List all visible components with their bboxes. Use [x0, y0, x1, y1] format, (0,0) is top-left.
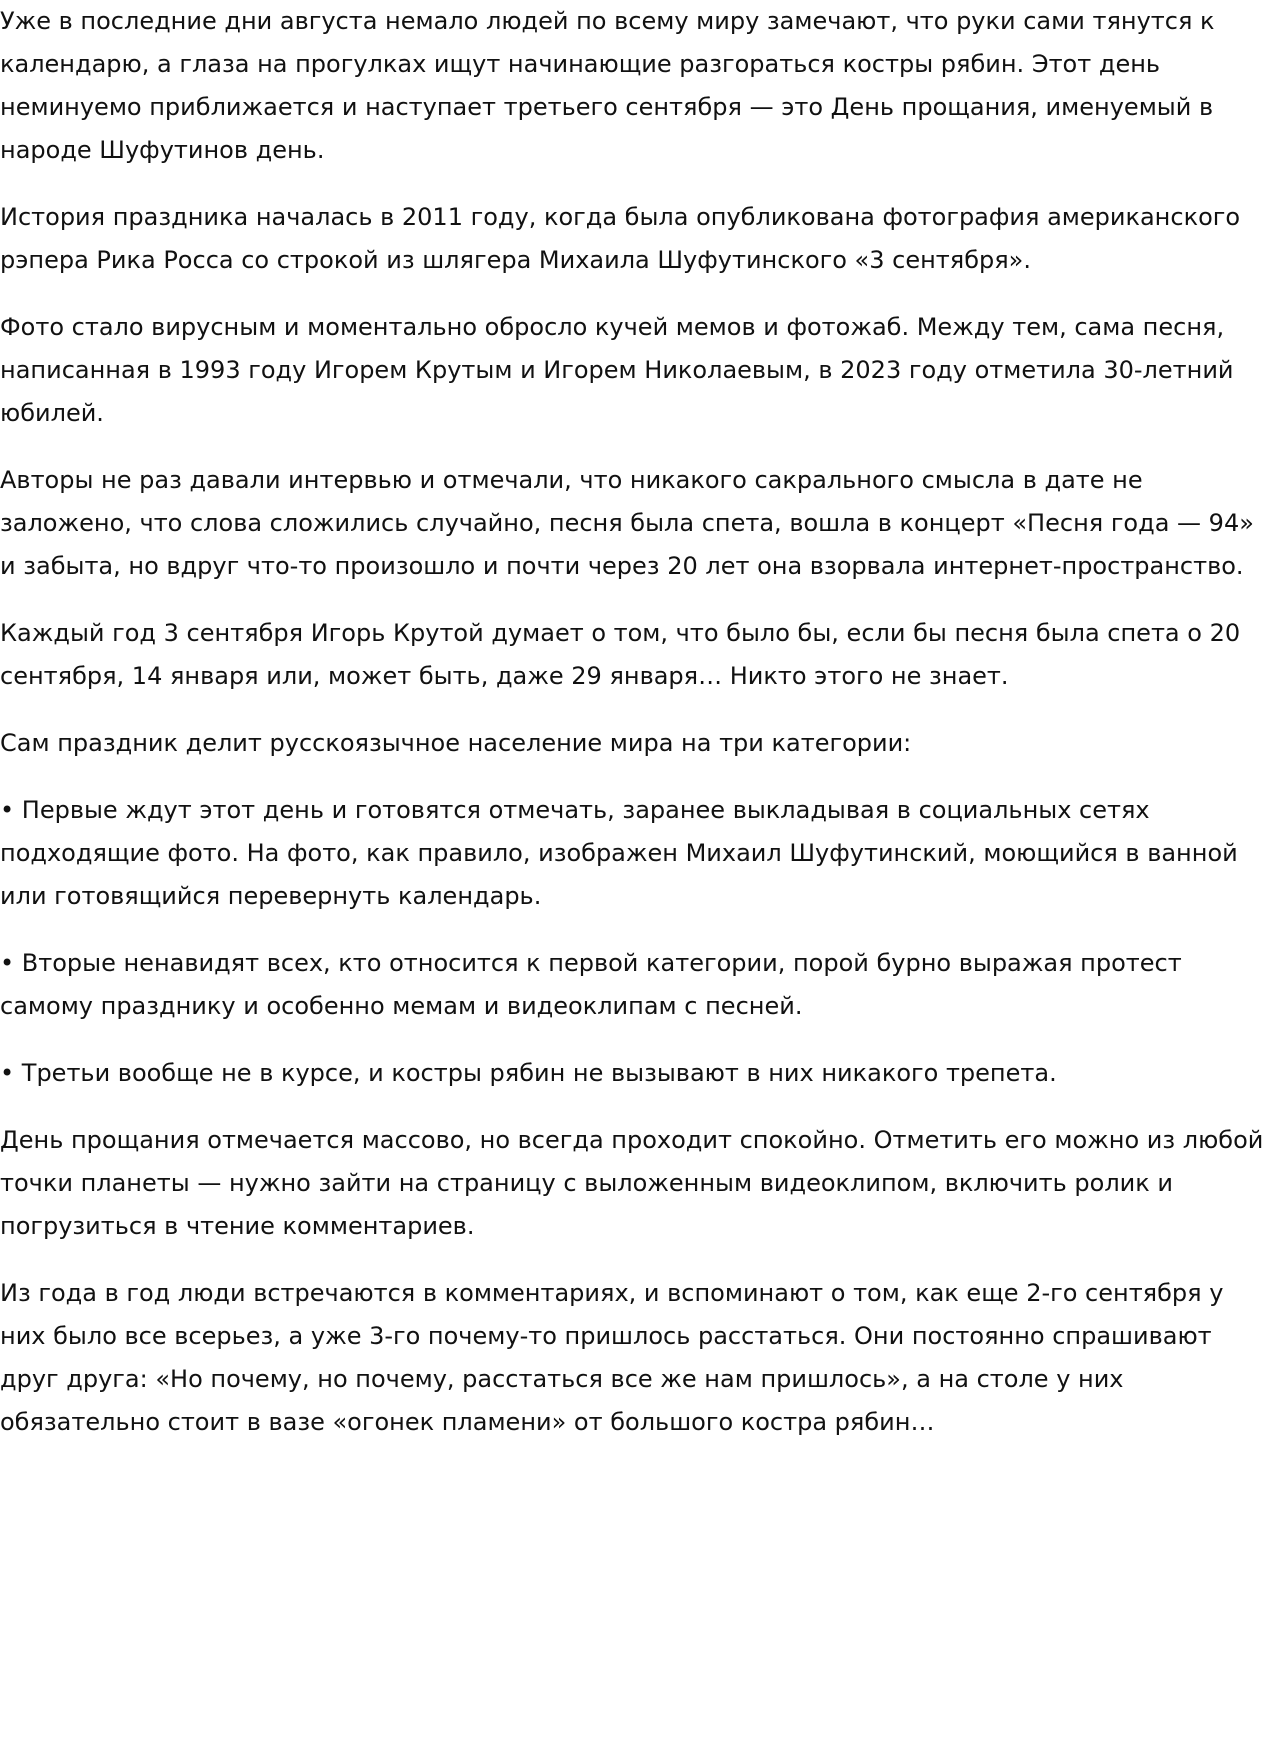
paragraph-comments: Из года в год люди встречаются в комментариях, и вспоминают о том, как еще 2-го сентября у них было все всерьез, а уже 3-го почему-то пришлось расстаться. Они постоянно спрашивают друг друга: «Но почему, но почему, расстаться все же нам пришлось», а на столе у них обязательно стоит в вазе «огонек пламени» от большого костра рябин… [0, 1279, 1224, 1436]
paragraph-viral-photo: Фото стало вирусным и моментально обросло кучей мемов и фотожаб. Между тем, сама песня, написанная в 1993 году Игорем Крутым и Игорем Николаевым, в 2023 году отметила 30-летний юбилей. [0, 313, 1234, 427]
paragraph-category-third: • Третьи вообще не в курсе, и костры рябин не вызывают в них никакого трепета. [0, 1059, 1057, 1087]
paragraph-krutoy: Каждый год 3 сентября Игорь Крутой думает о том, что было бы, если бы песня была спета о 20 сентября, 14 января или, может быть, даже 29 января… Никто этого не знает. [0, 619, 1241, 690]
paragraph-categories-intro: Сам праздник делит русскоязычное население мира на три категории: [0, 729, 912, 757]
paragraph-celebration: День прощания отмечается массово, но всегда проходит спокойно. Отметить его можно из любой точки планеты — нужно зайти на страницу с выложенным видеоклипом, включить ролик и погрузиться в чтение комментариев. [0, 1126, 1264, 1240]
paragraph-category-first: • Первые ждут этот день и готовятся отмечать, заранее выкладывая в социальных сетях подходящие фото. На фото, как правило, изображен Михаил Шуфутинский, моющийся в ванной или готовящийся перевернуть календарь. [0, 796, 1238, 910]
paragraph-authors: Авторы не раз давали интервью и отмечали, что никакого сакрального смысла в дате не заложено, что слова сложились случайно, песня была спета, вошла в концерт «Песня года — 94» и забыта, но вдруг что-то произошло и почти через 20 лет она взорвала интернет-пространство. [0, 466, 1254, 580]
paragraph-history: История праздника началась в 2011 году, когда была опубликована фотография американского рэпера Рика Росса со строкой из шлягера Михаила Шуфутинского «3 сентября». [0, 203, 1241, 274]
paragraph-category-second: • Вторые ненавидят всех, кто относится к первой категории, порой бурно выражая протест самому празднику и особенно мемам и видеоклипам с песней. [0, 949, 1182, 1020]
paragraph-intro: Уже в последние дни августа немало людей по всему миру замечают, что руки сами тянутся к календарю, а глаза на прогулках ищут начинающие разгораться костры рябин. Этот день неминуемо приближается и наступает третьего сентября — это День прощания, именуемый в народе Шуфутинов день. [0, 7, 1215, 164]
